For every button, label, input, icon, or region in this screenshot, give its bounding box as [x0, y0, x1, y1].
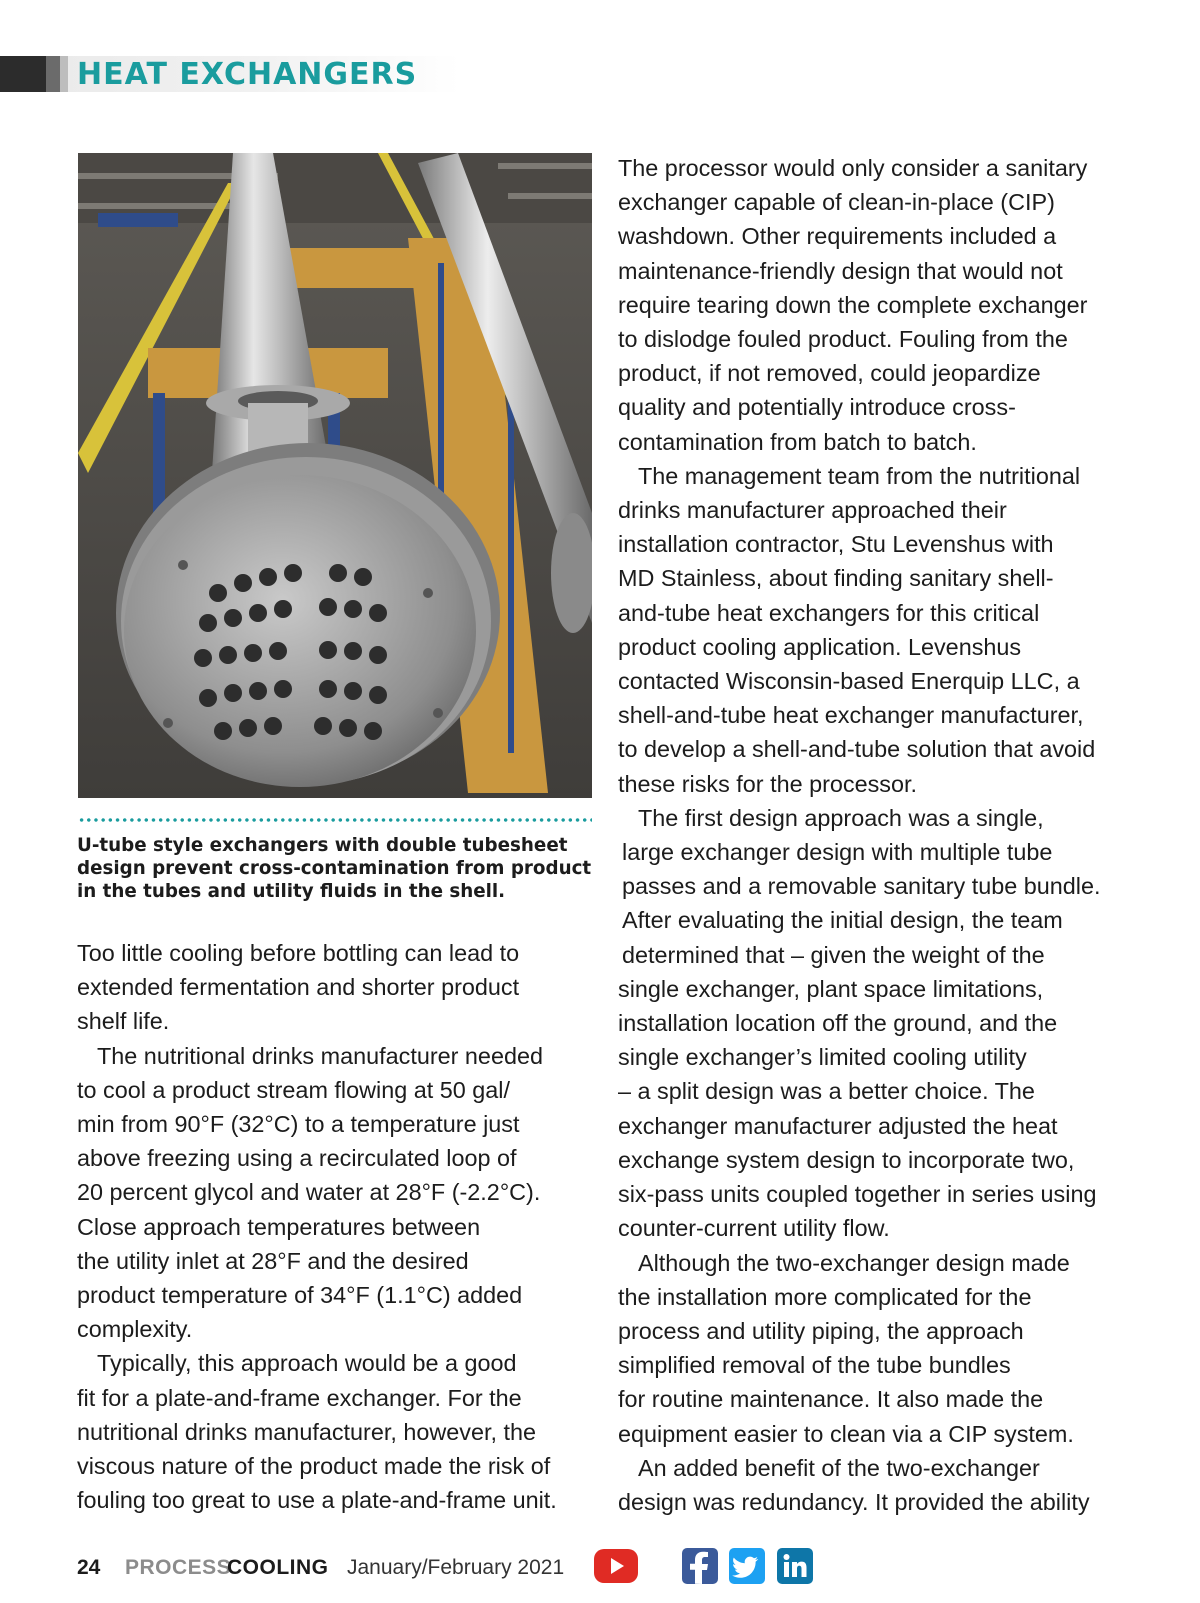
- text-line: installation contractor, Stu Levenshus with: [618, 531, 1054, 558]
- text-line: product, if not removed, could jeopardize: [618, 360, 1041, 387]
- text-line: Typically, this approach would be a good: [97, 1350, 517, 1377]
- text-line: shelf life.: [77, 1008, 170, 1035]
- text-line: and-tube heat exchangers for this critical: [618, 599, 1040, 626]
- caption-divider: [78, 818, 592, 822]
- text-line: simplified removal of the tube bundles: [618, 1352, 1011, 1379]
- section-title: HEAT EXCHANGERS: [77, 57, 418, 92]
- text-line: exchanger capable of clean-in-place (CIP): [618, 189, 1055, 216]
- text-line: complexity.: [77, 1316, 193, 1343]
- text-line: to develop a shell-and-tube solution that avoid: [618, 736, 1096, 763]
- header-accent-block: [0, 56, 46, 92]
- caption-line: design prevent cross-contamination from product: [77, 858, 592, 879]
- text-line: counter-current utility flow.: [618, 1215, 890, 1242]
- text-line: exchange system design to incorporate two,: [618, 1146, 1075, 1173]
- text-line: nutritional drinks manufacturer, however, the: [77, 1418, 536, 1445]
- text-line: contacted Wisconsin-based Enerquip LLC, a: [618, 668, 1080, 695]
- issue-date: January/February 2021: [347, 1556, 565, 1579]
- text-line: min from 90°F (32°C) to a temperature just: [77, 1111, 520, 1138]
- text-line: The processor would only consider a sanitary: [618, 155, 1088, 181]
- text-line: maintenance-friendly design that would not: [618, 257, 1063, 284]
- text-line: The nutritional drinks manufacturer needed: [97, 1042, 543, 1069]
- text-line: to cool a product stream flowing at 50 gal/: [77, 1076, 510, 1103]
- text-line: After evaluating the initial design, the team: [622, 907, 1063, 934]
- text-line: to dislodge fouled product. Fouling from the: [618, 326, 1068, 353]
- text-line: installation location off the ground, and the: [618, 1010, 1058, 1037]
- text-line: single exchanger, plant space limitations,: [618, 975, 1044, 1002]
- article-right-column: [618, 151, 1158, 1519]
- text-line: Close approach temperatures between: [77, 1213, 481, 1240]
- page-footer: [77, 1546, 837, 1592]
- text-line: the utility inlet at 28°F and the desired: [77, 1247, 469, 1274]
- text-line: – a split design was a better choice. The: [618, 1078, 1035, 1105]
- text-line: fit for a plate-and-frame exchanger. For the: [77, 1384, 522, 1411]
- text-line: large exchanger design with multiple tube: [622, 839, 1053, 866]
- text-line: The first design approach was a single,: [638, 804, 1044, 831]
- youtube-icon[interactable]: [593, 1546, 639, 1586]
- text-line: these risks for the processor.: [618, 770, 918, 797]
- caption-line: in the tubes and utility fluids in the shell.: [77, 881, 506, 902]
- text-line: MD Stainless, about finding sanitary shell-: [618, 565, 1054, 592]
- text-line: for routine maintenance. It also made the: [618, 1386, 1044, 1413]
- text-line: product cooling application. Levenshus: [618, 633, 1022, 660]
- text-line: drinks manufacturer approached their: [618, 497, 1007, 524]
- facebook-icon[interactable]: [681, 1546, 719, 1586]
- text-line: extended fermentation and shorter product: [77, 974, 520, 1001]
- text-line: process and utility piping, the approach: [618, 1317, 1024, 1344]
- text-line: contamination from batch to batch.: [618, 428, 977, 455]
- text-line: An added benefit of the two-exchanger: [638, 1454, 1040, 1481]
- text-line: Although the two-exchanger design made: [638, 1249, 1070, 1276]
- text-line: washdown. Other requirements included a: [618, 223, 1057, 250]
- text-line: the installation more complicated for the: [618, 1283, 1032, 1310]
- text-line: Too little cooling before bottling can lead to: [77, 940, 520, 966]
- text-line: single exchanger’s limited cooling utility: [618, 1044, 1027, 1071]
- header-accent-block: [60, 56, 68, 92]
- text-line: The management team from the nutritional: [638, 462, 1081, 489]
- text-line: product temperature of 34°F (1.1°C) added: [77, 1282, 523, 1309]
- linkedin-icon[interactable]: [776, 1546, 814, 1586]
- text-line: determined that – given the weight of the: [622, 941, 1045, 968]
- magazine-name-part2: COOLING: [227, 1556, 329, 1579]
- twitter-icon[interactable]: [728, 1546, 766, 1586]
- text-line: quality and potentially introduce cross-: [618, 394, 1016, 421]
- caption-line: U-tube style exchangers with double tubesheet: [77, 835, 568, 856]
- text-line: design was redundancy. It provided the ability: [618, 1488, 1090, 1515]
- text-line: above freezing using a recirculated loop of: [77, 1145, 517, 1172]
- text-line: fouling too great to use a plate-and-frame unit.: [77, 1487, 557, 1514]
- text-line: 20 percent glycol and water at 28°F (-2.2°C).: [77, 1179, 541, 1206]
- photo-caption: [77, 834, 597, 903]
- heat-exchanger-photo: [78, 153, 592, 798]
- text-line: require tearing down the complete exchanger: [618, 291, 1088, 318]
- text-line: six-pass units coupled together in series using: [618, 1181, 1097, 1208]
- magazine-name-part1: PROCESS: [125, 1556, 232, 1579]
- page-number: 24: [77, 1556, 101, 1579]
- article-left-column: [77, 936, 602, 1517]
- text-line: equipment easier to clean via a CIP system.: [618, 1420, 1074, 1447]
- text-line: exchanger manufacturer adjusted the heat: [618, 1112, 1058, 1139]
- text-line: passes and a removable sanitary tube bundle.: [622, 873, 1101, 900]
- text-line: viscous nature of the product made the risk of: [77, 1453, 551, 1480]
- text-line: shell-and-tube heat exchanger manufacturer,: [618, 702, 1084, 729]
- header-accent-block: [46, 56, 60, 92]
